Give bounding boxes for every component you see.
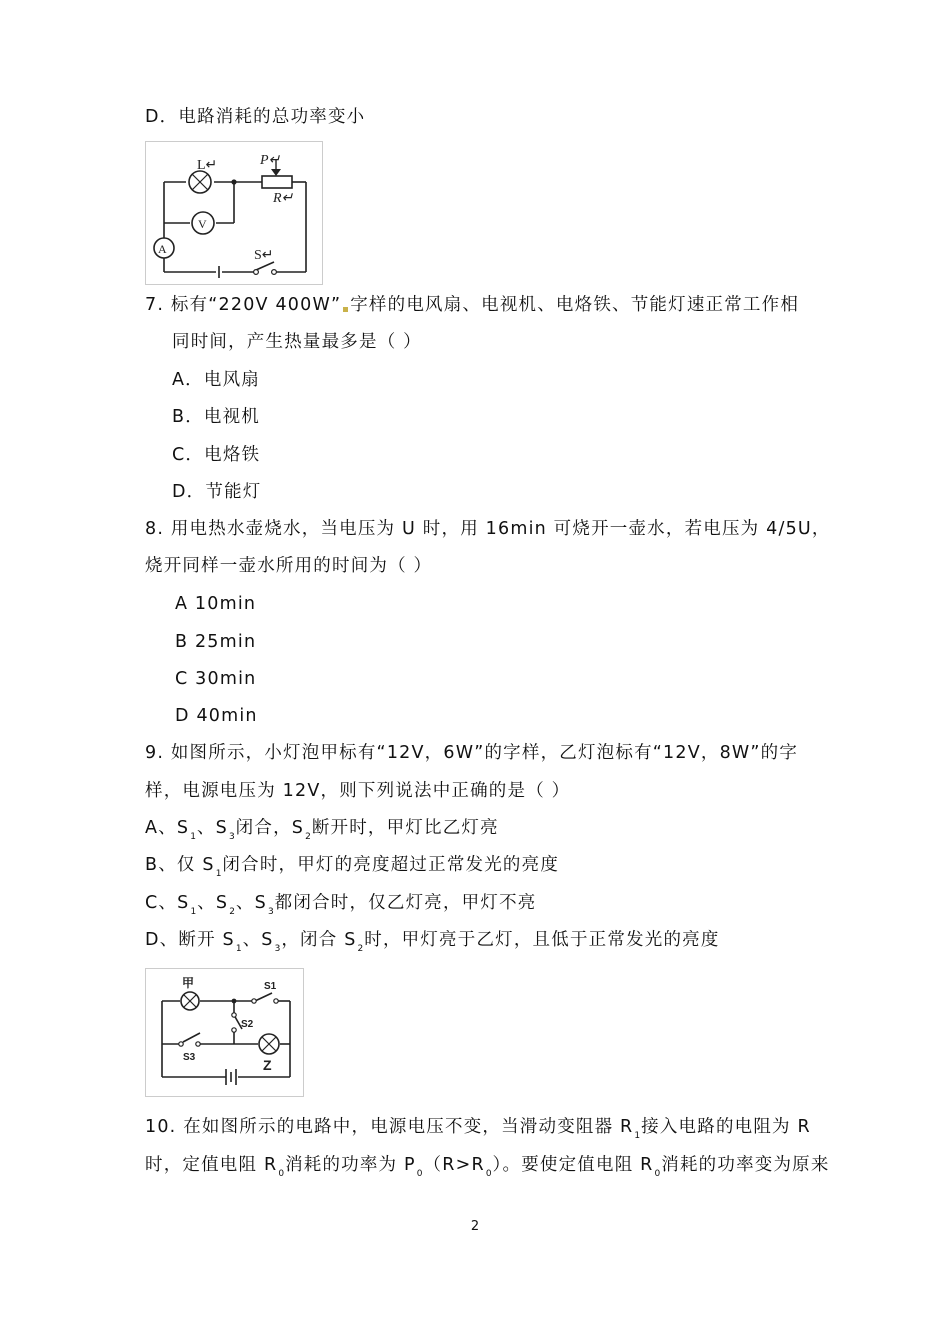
q9-b-text: 闭合时，甲灯的亮度超过正常发光的亮度 — [222, 855, 560, 875]
q8-option-c: C 30min — [175, 669, 257, 689]
subscript: 1 — [235, 944, 242, 954]
mark-icon — [343, 307, 348, 312]
subscript: 2 — [305, 832, 311, 842]
subscript: 3 — [274, 944, 281, 954]
q9-stem-line-2: 样，电源电压为 12V，则下列说法中正确的是（ ） — [145, 781, 571, 801]
q9-option-c — [145, 892, 536, 917]
subscript: 2 — [357, 944, 364, 954]
q8-option-b: B 25min — [175, 632, 257, 652]
q9-stem-line-1: 9. 如图所示，小灯泡甲标有“12V，6W”的字样，乙灯泡标有“12V，8W”的字 — [145, 743, 799, 763]
lamp-yi-icon — [259, 1034, 279, 1054]
q9-d-text: 时，甲灯亮于乙灯，且低于正常发光的亮度 — [364, 930, 720, 950]
q10-stem-line-1 — [145, 1116, 811, 1141]
q9-a-text: 断开时，甲灯比乙灯亮 — [311, 818, 499, 838]
s2-label: S2 — [241, 1019, 254, 1030]
q10-text: 接入电路的电阻为 R — [641, 1117, 811, 1137]
q9-option-d — [145, 929, 720, 954]
q7-stem-part-a: 7. 标有“220V 400W” — [145, 295, 342, 315]
q9-c-text: 、S — [197, 893, 229, 913]
q9-option-b — [145, 854, 559, 879]
q9-c-text: C、S — [145, 893, 190, 913]
q9-d-text: 、S — [242, 930, 274, 950]
subscript: 3 — [228, 832, 235, 842]
q9-c-text: 、S — [235, 893, 267, 913]
s3-label: S3 — [183, 1052, 196, 1063]
page-number: 2 — [470, 1219, 480, 1234]
q10-text: 消耗的功率变为原来 — [661, 1155, 830, 1175]
q7-option-d: D．节能灯 — [172, 482, 262, 502]
q8-stem-line-1: 8. 用电热水壶烧水，当电压为 U 时，用 16min 可烧开一壶水，若电压为 4/5U， — [145, 519, 831, 539]
lamp-yi-label: Z — [263, 1057, 272, 1073]
voltmeter-label: V — [198, 217, 207, 231]
q9-c-text: 都闭合时，仅乙灯亮，甲灯不亮 — [274, 893, 537, 913]
q8-stem-line-2: 烧开同样一壶水所用的时间为（ ） — [145, 556, 433, 576]
lamp-jia-label: 甲 — [182, 976, 195, 990]
q7-option-b: B．电视机 — [172, 407, 261, 427]
q8-option-a: A 10min — [175, 594, 257, 614]
q10-text: 消耗的功率为 P — [285, 1155, 416, 1175]
ammeter-label: A — [158, 242, 167, 256]
q10-text: （R>R — [423, 1155, 485, 1175]
lamp-label: L↵ — [197, 158, 218, 173]
lamp-jia-icon — [181, 992, 199, 1010]
q10-text: 时，定值电阻 R — [145, 1155, 278, 1175]
subscript: 1 — [215, 869, 222, 879]
q7-stem-line-1 — [145, 294, 799, 316]
q10-stem-line-2 — [145, 1154, 830, 1179]
switch-label: S↵ — [254, 248, 274, 263]
subscript: 2 — [229, 907, 235, 917]
subscript: 0 — [278, 1169, 285, 1179]
subscript: 0 — [485, 1169, 492, 1179]
s1-label: S1 — [264, 981, 277, 992]
resistor-label: R↵ — [273, 191, 294, 206]
subscript: 1 — [190, 832, 196, 842]
slider-label: P↵ — [260, 153, 281, 168]
subscript: 0 — [416, 1169, 423, 1179]
q9-d-text: D、断开 S — [145, 930, 235, 950]
q9-b-text: B、仅 S — [145, 855, 215, 875]
q10-text: ）。要使定值电阻 R — [492, 1155, 654, 1175]
q9-a-text: 闭合，S — [235, 818, 305, 838]
resistor-icon — [262, 176, 292, 188]
subscript: 1 — [190, 907, 197, 917]
subscript: 3 — [267, 907, 274, 917]
circuit-figure-2 — [145, 968, 304, 1097]
q9-a-text: 、S — [196, 818, 228, 838]
q10-text: 10. 在如图所示的电路中，电源电压不变，当滑动变阻器 R — [145, 1117, 634, 1137]
q8-option-d: D 40min — [175, 706, 258, 726]
q6-option-d: D．电路消耗的总功率变小 — [145, 107, 366, 127]
q7-option-c: C．电烙铁 — [172, 445, 261, 465]
q9-a-text: A、S — [145, 818, 190, 838]
circuit-figure-1 — [145, 141, 323, 285]
q7-option-a: A．电风扇 — [172, 370, 260, 390]
lamp-l-icon — [189, 171, 211, 193]
q7-stem-line-2: 同时间，产生热量最多是（ ） — [172, 332, 422, 352]
subscript: 0 — [654, 1169, 661, 1179]
subscript: 1 — [634, 1131, 641, 1141]
q9-d-text: ，闭合 S — [281, 930, 357, 950]
q7-stem-part-b: 字样的电风扇、电视机、电烙铁、节能灯速正常工作相 — [350, 295, 800, 315]
q9-option-a — [145, 817, 499, 842]
